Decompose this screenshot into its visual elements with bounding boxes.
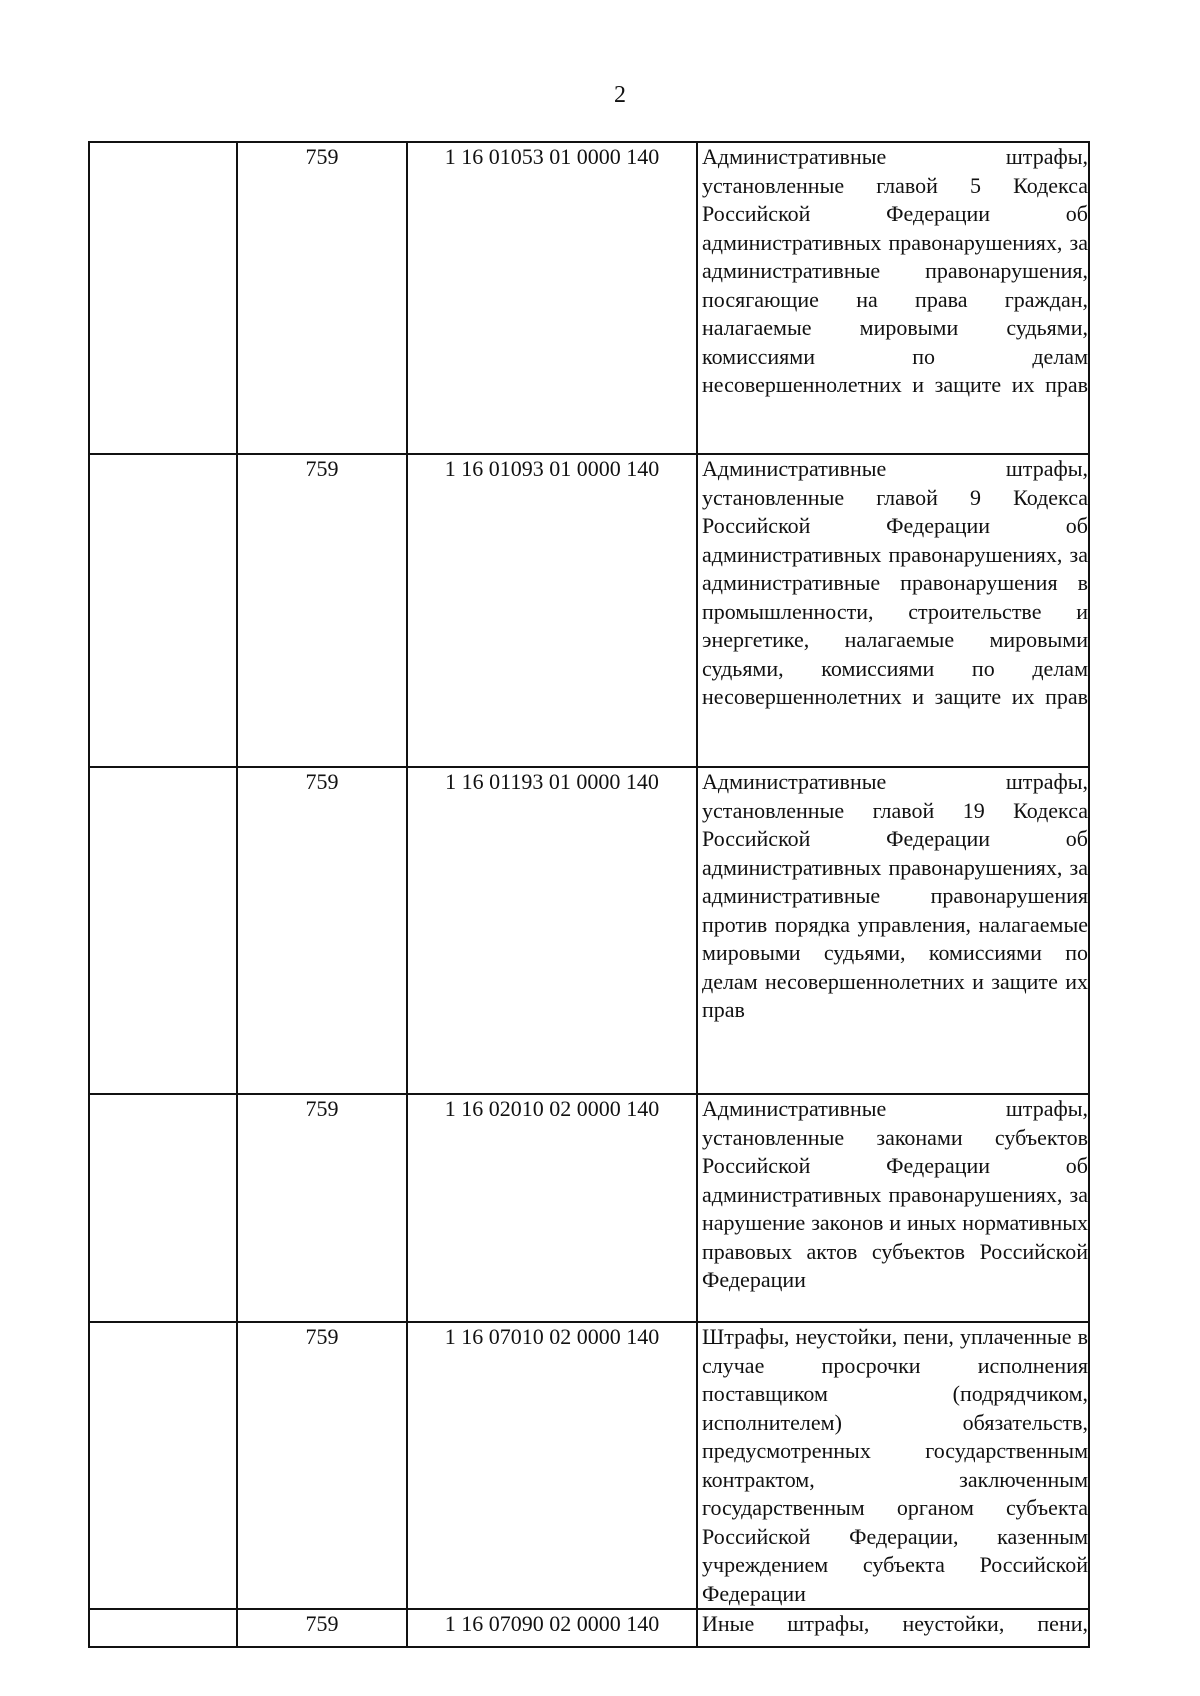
table-row bbox=[89, 1609, 1089, 1647]
description-cell: Иные штрафы, неустойки, пени, bbox=[697, 1609, 1089, 1647]
empty-cell bbox=[89, 767, 237, 1094]
budget-code-cell: 1 16 02010 02 0000 140 bbox=[407, 1094, 697, 1322]
description-cell: Административные штрафы, установленные главой 19 Кодекса Российской Федерации об административных правонарушениях, за административные правонарушения против порядка управления, налагаемые мировыми судьями, комиссиями по делам несовершеннолетних и защите их прав bbox=[697, 767, 1089, 1094]
admin-code-cell: 759 bbox=[237, 454, 407, 767]
empty-cell bbox=[89, 454, 237, 767]
admin-code-cell: 759 bbox=[237, 1609, 407, 1647]
table-row bbox=[89, 454, 1089, 767]
revenue-codes-table bbox=[88, 141, 1090, 1648]
table-row bbox=[89, 1094, 1089, 1322]
table-row bbox=[89, 142, 1089, 454]
table-row bbox=[89, 767, 1089, 1094]
empty-cell bbox=[89, 1094, 237, 1322]
budget-code-cell: 1 16 07010 02 0000 140 bbox=[407, 1322, 697, 1609]
admin-code-cell: 759 bbox=[237, 142, 407, 454]
admin-code-cell: 759 bbox=[237, 767, 407, 1094]
page-number: 2 bbox=[614, 82, 626, 108]
description-cell: Штрафы, неустойки, пени, уплаченные в случае просрочки исполнения поставщиком (подрядчиком, исполнителем) обязательств, предусмотренных государственным контрактом, заключенным государственным органом субъекта Российской Федерации, казенным учреждением субъекта Российской Федерации bbox=[697, 1322, 1089, 1609]
description-cell: Административные штрафы, установленные главой 9 Кодекса Российской Федерации об административных правонарушениях, за административные правонарушения в промышленности, строительстве и энергетике, налагаемые мировыми судьями, комиссиями по делам несовершеннолетних и защите их прав bbox=[697, 454, 1089, 767]
empty-cell bbox=[89, 142, 237, 454]
empty-cell bbox=[89, 1322, 237, 1609]
budget-code-cell: 1 16 07090 02 0000 140 bbox=[407, 1609, 697, 1647]
admin-code-cell: 759 bbox=[237, 1094, 407, 1322]
admin-code-cell: 759 bbox=[237, 1322, 407, 1609]
budget-code-cell: 1 16 01053 01 0000 140 bbox=[407, 142, 697, 454]
description-cell: Административные штрафы, установленные законами субъектов Российской Федерации об административных правонарушениях, за нарушение законов и иных нормативных правовых актов субъектов Российской Федерации bbox=[697, 1094, 1089, 1322]
description-cell: Административные штрафы, установленные главой 5 Кодекса Российской Федерации об административных правонарушениях, за административные правонарушения, посягающие на права граждан, налагаемые мировыми судьями, комиссиями по делам несовершеннолетних и защите их прав bbox=[697, 142, 1089, 454]
budget-code-cell: 1 16 01093 01 0000 140 bbox=[407, 454, 697, 767]
table-row bbox=[89, 1322, 1089, 1609]
budget-code-cell: 1 16 01193 01 0000 140 bbox=[407, 767, 697, 1094]
empty-cell bbox=[89, 1609, 237, 1647]
